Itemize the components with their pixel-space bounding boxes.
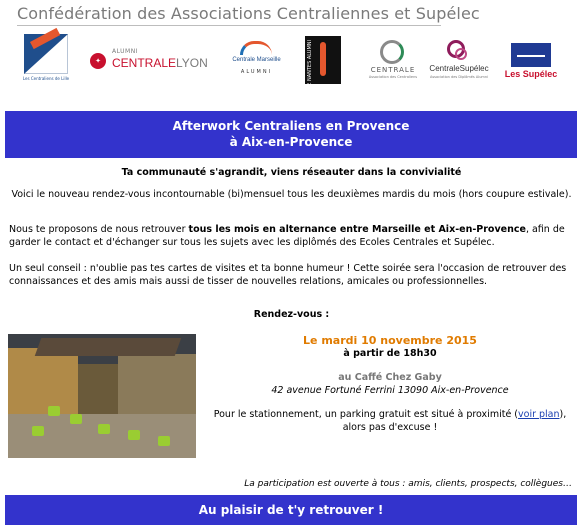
marseille-wave-icon: [240, 41, 272, 55]
event-title-banner: [5, 111, 577, 158]
event-time: à partir de 18h30: [343, 348, 437, 359]
lyon-alumni-label: ALUMNI: [112, 48, 138, 55]
photo-chair: [70, 414, 82, 424]
photo-chair: [98, 424, 110, 434]
photo-chair: [32, 426, 44, 436]
photo-chair: [158, 436, 170, 446]
para1-part-c: , afin de garder le contact et d'échanger sur tous les sujets avec les diplômés des Ecoles Centrales et Supélec.: [9, 224, 565, 248]
lyon-seal-icon: ✦: [90, 53, 106, 69]
nantes-seahorse-icon: [320, 42, 326, 76]
participation-note: La participation est ouverte à tous : amis, clients, prospects, collègues…: [244, 479, 572, 489]
event-venue: au Caffé Chez Gaby: [338, 372, 442, 383]
logo-centrale-association[interactable]: [366, 40, 420, 84]
header-divider: [17, 25, 441, 26]
paragraph-alternance: [9, 223, 577, 249]
lyon-logo-name-a: CENTRALE: [112, 56, 177, 70]
cs-logo-sub: Association des Diplômés Alumni: [429, 75, 489, 79]
paragraph-advice: Un seul conseil : n'oublie pas tes cartes de visites et ta bonne humeur ! Cette soirée sera l'occasion de retrouver des connaissances et des amis mais aussi de tisser de nouvelles relations, amicales ou professionnelles.: [9, 263, 567, 287]
rendezvous-heading: Rendez-vous :: [253, 309, 330, 320]
venue-photo: [8, 334, 196, 458]
photo-chair: [128, 430, 140, 440]
event-date: Le mardi 10 novembre 2015: [303, 334, 477, 347]
lyon-logo-name-b: LYON: [176, 56, 208, 70]
cs-ring-small-icon: [455, 48, 467, 60]
logo-centralesupelec[interactable]: [423, 40, 495, 84]
logo-centrale-lyon[interactable]: [90, 50, 210, 72]
cs-logo-name: CentraleSupélec: [429, 64, 489, 73]
photo-awning: [35, 338, 182, 356]
event-address: 42 avenue Fortuné Ferrini 13090 Aix-en-Provence: [271, 385, 509, 396]
logo-centrale-marseille[interactable]: [228, 41, 285, 81]
photo-chair: [48, 406, 60, 416]
page-header-title: Confédération des Associations Centraliennes et Supélec: [17, 4, 480, 23]
marseille-alumni-label: ALUMNI: [240, 69, 273, 75]
tagline: Ta communauté s'agrandit, viens réseauter dans la convivialité: [121, 167, 462, 178]
logo-centrale-lille[interactable]: [24, 34, 68, 84]
nantes-logo-name: CENTRALE NANTES ALUMNI: [307, 40, 313, 109]
supelec-logo-name: Les Supélec: [504, 69, 558, 79]
closing-banner: Au plaisir de t'y retrouver !: [5, 495, 577, 525]
lyon-logo-name: [112, 56, 208, 70]
map-link[interactable]: voir plan: [518, 409, 560, 420]
banner-line-2: à Aix-en-Provence: [229, 135, 353, 149]
para1-part-bold: tous les mois en alternance entre Marseille et Aix-en-Provence: [188, 224, 526, 235]
parking-line: [200, 408, 580, 421]
lille-logo-caption: Les Centraliens de Lille: [22, 76, 70, 81]
centrale-assoc-sub: Association des Centraliens: [368, 75, 418, 79]
parking-text-a: Pour le stationnement, un parking gratuit est situé à proximité (: [213, 409, 519, 420]
parking-excuse: alors pas d'excuse !: [342, 422, 438, 433]
parking-text-b: ),: [559, 409, 567, 420]
logo-les-supelec[interactable]: [503, 43, 559, 83]
banner-line-1: Afterwork Centraliens en Provence: [172, 119, 410, 133]
marseille-logo-name: Centrale Marseille: [232, 57, 281, 63]
para1-part-a: Nous te proposons de nous retrouver: [9, 224, 189, 235]
supelec-emblem-icon: [511, 43, 551, 67]
logo-centrale-nantes[interactable]: [305, 36, 341, 109]
intro-text: Voici le nouveau rendez-vous incontournable (bi)mensuel tous les deuxièmes mardis du mois (hors coupure estivale).: [11, 189, 572, 200]
centrale-assoc-name: CENTRALE: [370, 66, 416, 74]
centrale-assoc-mark-icon: [380, 40, 404, 64]
